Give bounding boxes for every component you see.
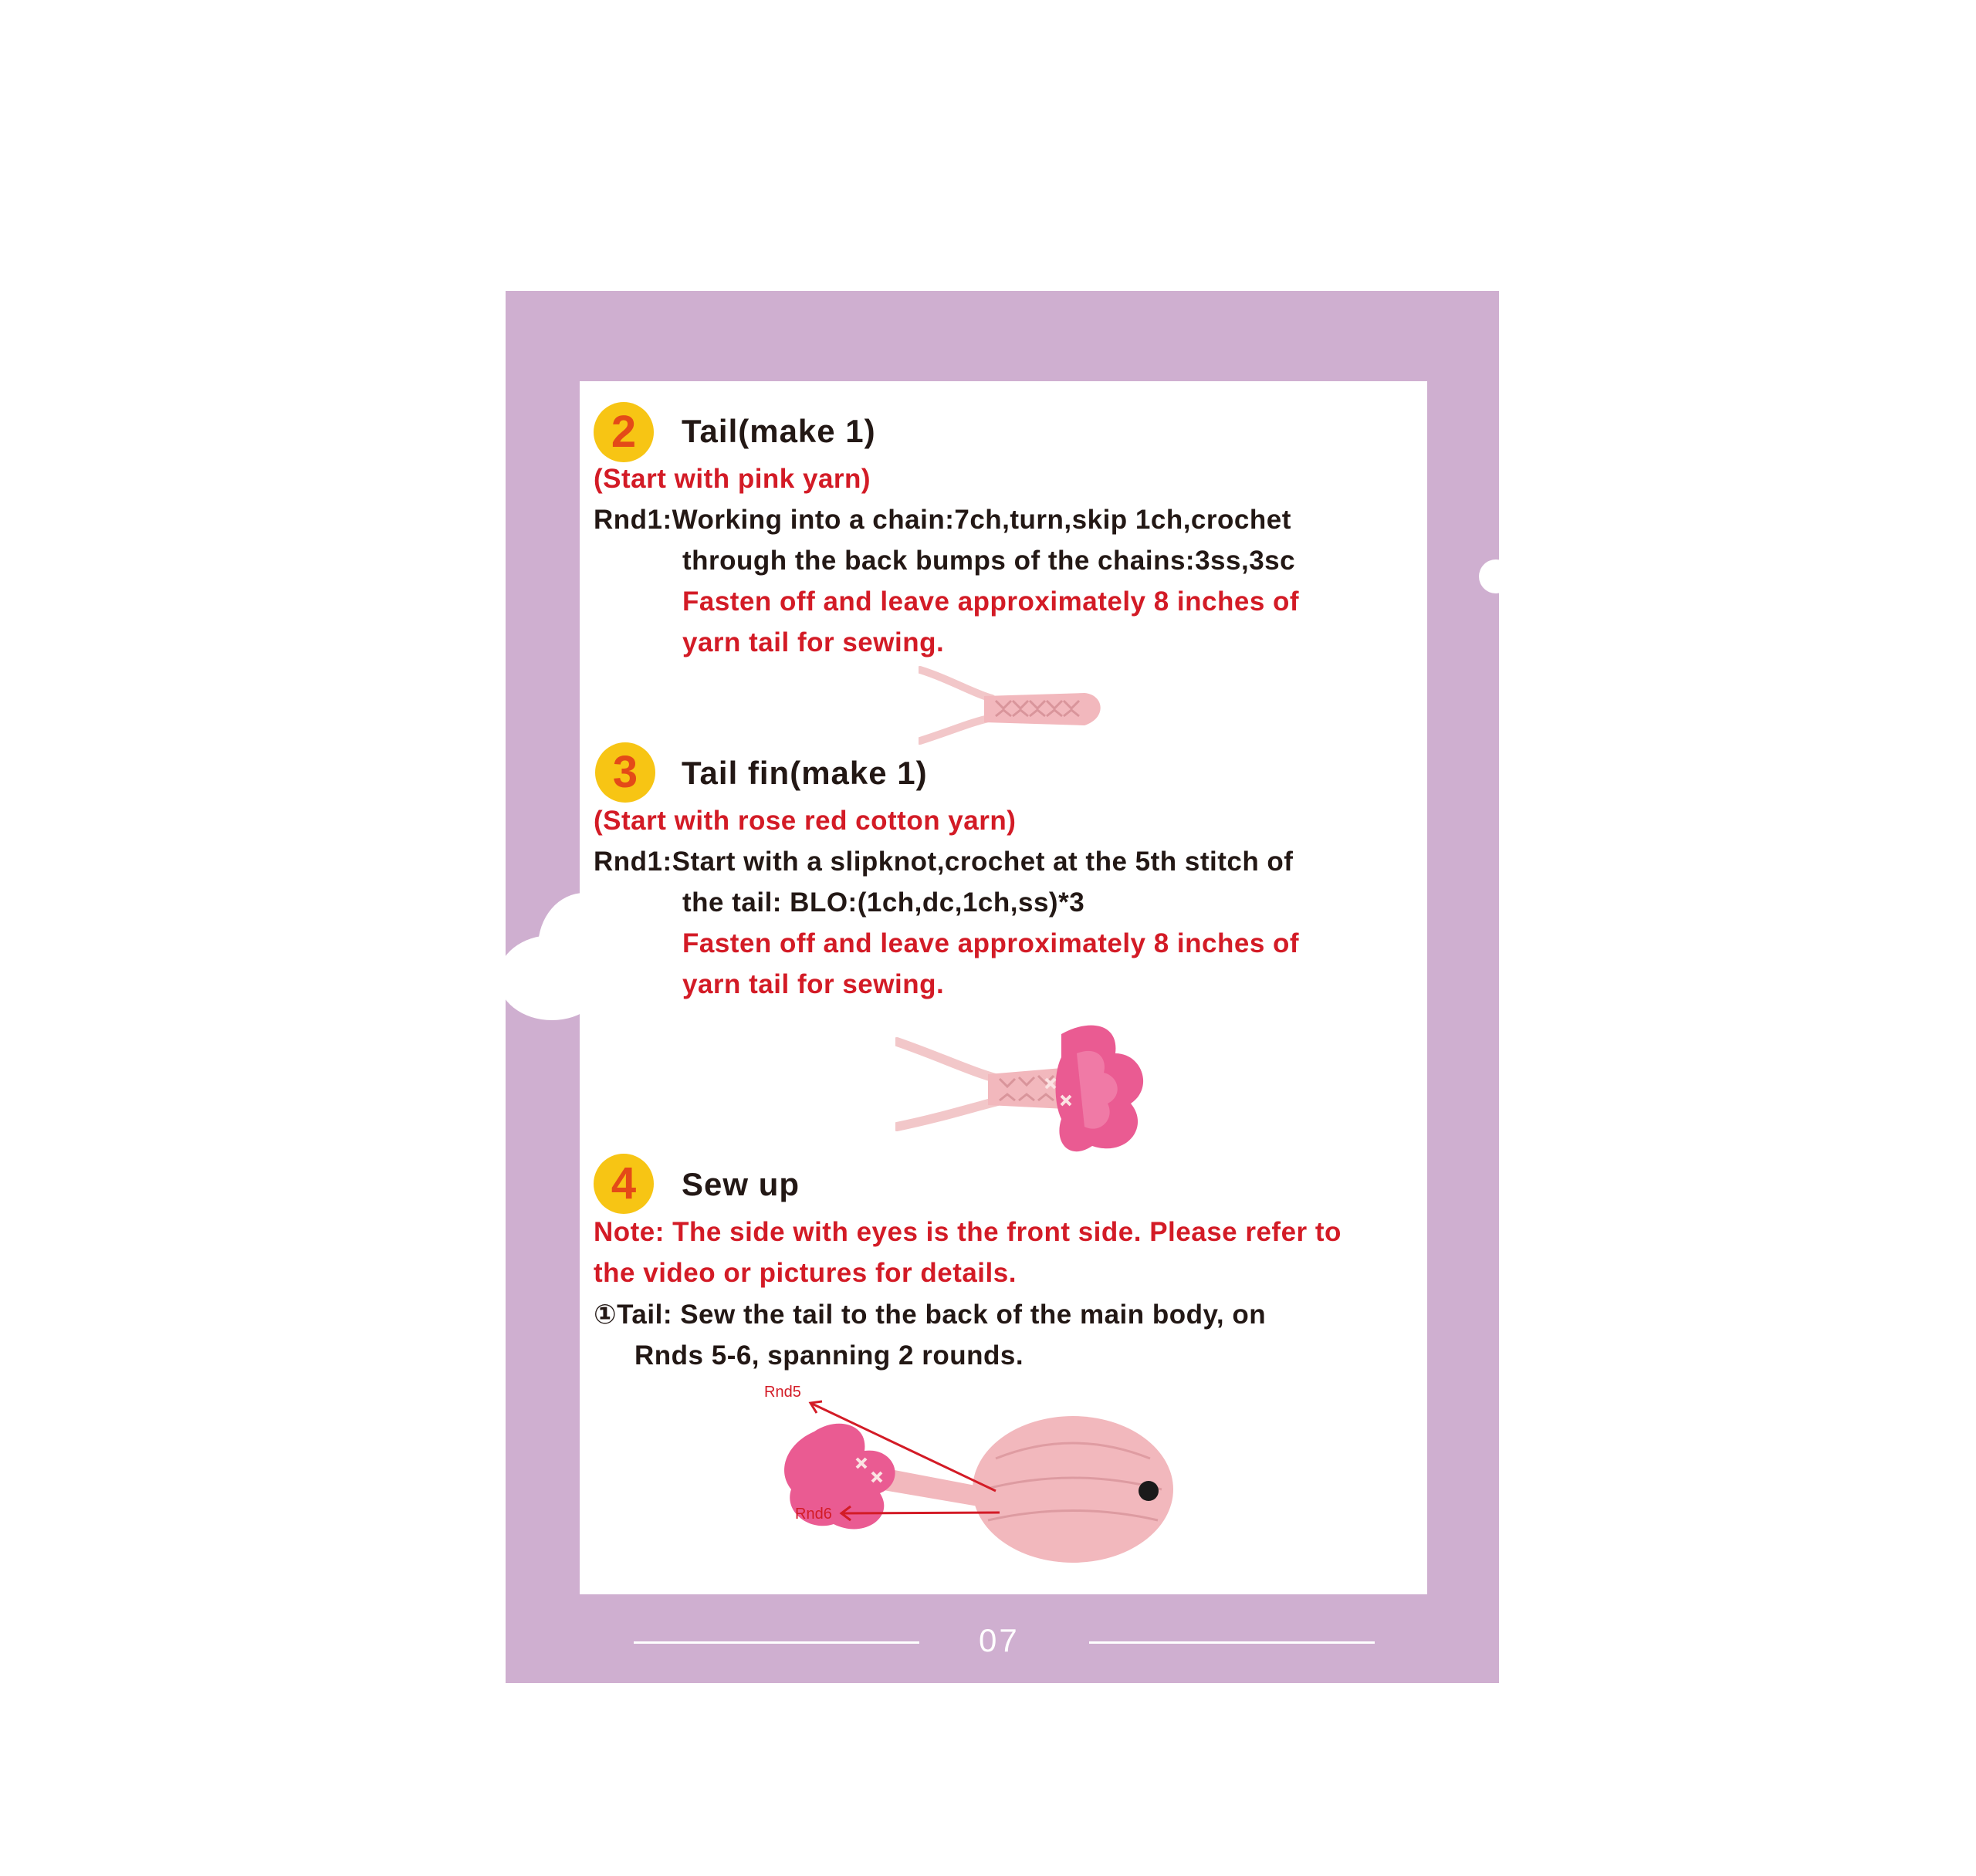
step-badge-4 bbox=[594, 1154, 654, 1214]
fasten-off-note: yarn tail for sewing. bbox=[682, 627, 945, 657]
section-title-tail-fin: Tail fin(make 1) bbox=[682, 755, 928, 791]
footer-rule-right bbox=[1089, 1641, 1375, 1644]
sew-up-note: the video or pictures for details. bbox=[594, 1258, 1017, 1288]
step-badge-2 bbox=[594, 402, 654, 462]
instruction-line: the tail: BLO:(1ch,dc,1ch,ss)*3 bbox=[682, 887, 1085, 918]
sew-up-diagram bbox=[741, 1374, 1173, 1582]
fasten-off-note: yarn tail for sewing. bbox=[682, 969, 945, 999]
section-title-sew-up: Sew up bbox=[682, 1166, 800, 1202]
sew-up-step: ①Tail: Sew the tail to the back of the main body, on bbox=[594, 1300, 1267, 1330]
sew-up-step: Rnds 5-6, spanning 2 rounds. bbox=[634, 1340, 1024, 1371]
instruction-line: through the back bumps of the chains:3ss,3sc bbox=[682, 546, 1296, 576]
fasten-off-note: Fasten off and leave approximately 8 inches of bbox=[682, 928, 1300, 958]
instruction-line: Rnd1:Start with a slipknot,crochet at the 5th stitch of bbox=[594, 847, 1294, 877]
page-number: 07 bbox=[979, 1622, 1020, 1658]
rnd6-label: Rnd6 bbox=[795, 1506, 832, 1523]
section-title-tail: Tail(make 1) bbox=[682, 413, 876, 449]
rnd5-label: Rnd5 bbox=[764, 1384, 801, 1401]
yarn-note: (Start with pink yarn) bbox=[594, 464, 871, 494]
tail-photo bbox=[919, 664, 1112, 749]
step-badge-3 bbox=[595, 742, 655, 803]
step-number: 2 bbox=[611, 407, 637, 457]
tail-fin-photo bbox=[895, 1019, 1158, 1158]
yarn-note: (Start with rose red cotton yarn) bbox=[594, 806, 1017, 836]
footer-rule-left bbox=[634, 1641, 919, 1644]
step-number: 3 bbox=[612, 747, 638, 797]
sew-up-note: Note: The side with eyes is the front side. Please refer to bbox=[594, 1217, 1342, 1247]
fasten-off-note: Fasten off and leave approximately 8 inches of bbox=[682, 586, 1300, 617]
step-number: 4 bbox=[611, 1158, 637, 1208]
instruction-line: Rnd1:Working into a chain:7ch,turn,skip 1ch,crochet bbox=[594, 505, 1291, 535]
frame-notch bbox=[1479, 559, 1513, 593]
